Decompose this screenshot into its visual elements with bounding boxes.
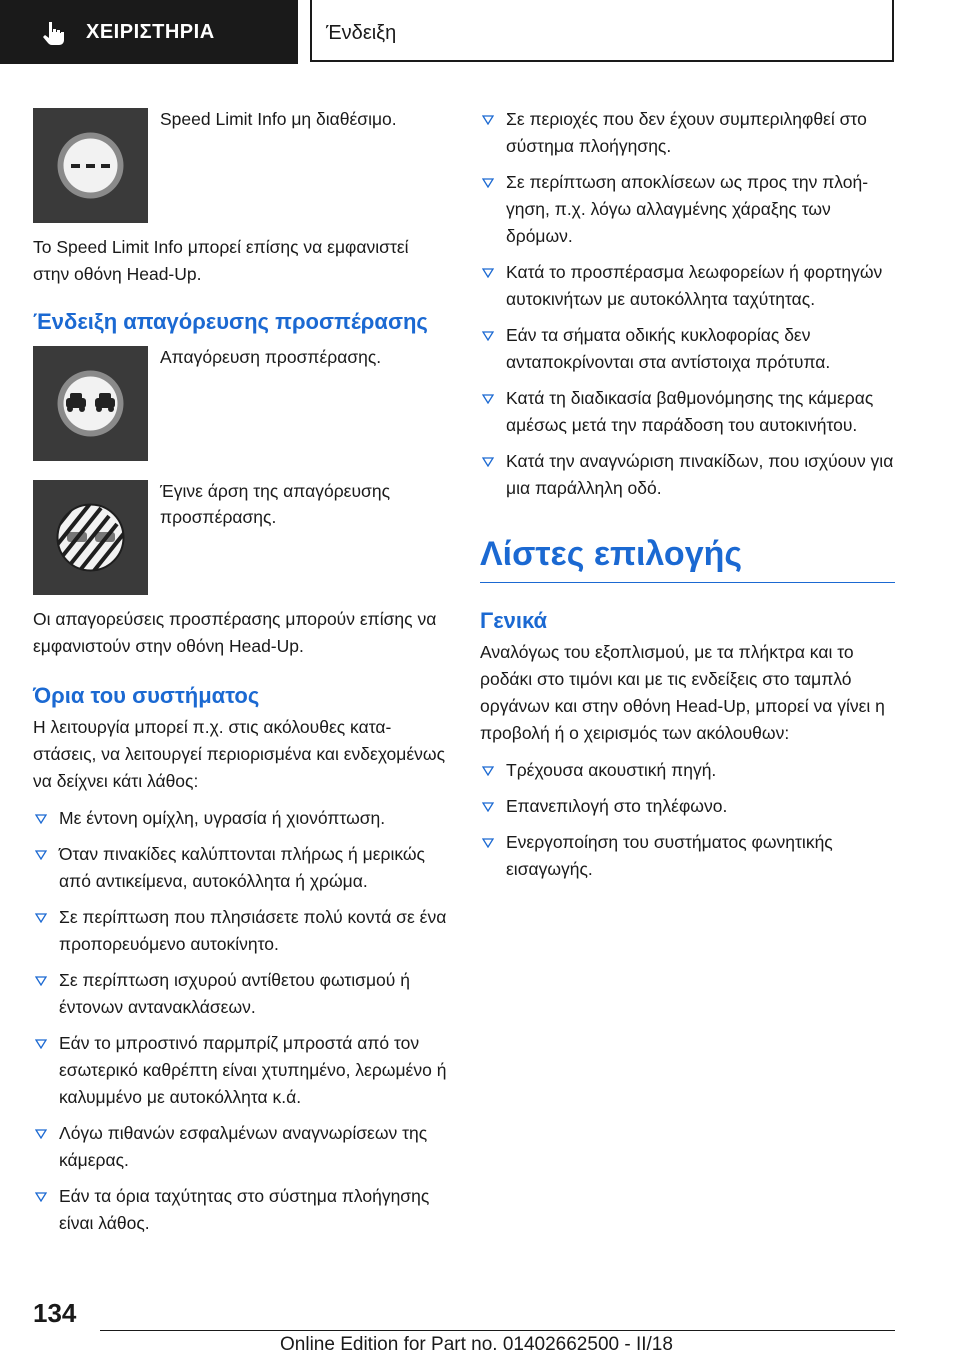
paragraph: Οι απαγορεύσεις προσπέρασης μπορούν επίσης να εμφανιστούν στην οθόνη Head-Up.: [33, 609, 437, 656]
triangle-bullet-icon: [482, 838, 494, 848]
paragraph: Αναλόγως του εξοπλισμού, με τα πλήκτρα και το ροδάκι στο τιμόνι και με τις ενδείξεις στο ταμπλό οργάνων και στην οθόνη Head-Up, μπορεί να γίνει η προβολή ή ο χειρισμός των ακόλουθων:: [480, 642, 885, 743]
limitations-list-continued: [480, 106, 895, 502]
end-of-no-overtaking-icon: [33, 480, 148, 595]
sign-caption: Speed Limit Info μη διαθέσιμο.: [160, 109, 397, 129]
breadcrumb: Ένδειξη: [326, 22, 397, 44]
triangle-bullet-icon: [482, 331, 494, 341]
sign-row-speed-limit-unavailable: [33, 100, 448, 220]
triangle-bullet-icon: [35, 976, 47, 986]
list-item: Εάν τα όρια ταχύτητας στο σύστημα πλοήγησης είναι λάθος.: [33, 1183, 448, 1237]
breadcrumb-tab[interactable]: [310, 0, 894, 62]
list-item: Σε περίπτωση που πλησιάσετε πολύ κοντά σε ένα προπορευόμενο αυτοκίνητο.: [33, 904, 448, 958]
triangle-bullet-icon: [482, 802, 494, 812]
right-column: [480, 106, 895, 892]
triangle-bullet-icon: [482, 268, 494, 278]
sign-caption: Έγινε άρση της απαγόρευσης προσπέρασης.: [160, 481, 391, 527]
list-item: Εάν τα σήματα οδικής κυκλοφορίας δεν ανταποκρίνονται στα αντίστοιχα πρότυπα.: [480, 322, 895, 376]
chapter-heading: Λίστες επιλογής: [480, 535, 743, 573]
list-item: Κατά την αναγνώριση πινακίδων, που ισχύουν για μια παράλληλη οδό.: [480, 448, 895, 502]
hand-pointer-icon: [40, 20, 66, 46]
section-tab[interactable]: [0, 0, 298, 64]
speed-limit-unavailable-icon: [33, 108, 148, 223]
left-column: [33, 100, 448, 1246]
triangle-bullet-icon: [482, 178, 494, 188]
paragraph: Η λειτουργία μπορεί π.χ. στις ακόλουθες καταστάσεις, να λειτουργεί περιορισμένα και ενδεχομένως να δείχνει κάτι λάθος:: [33, 717, 446, 791]
list-item: Σε περιοχές που δεν έχουν συμπεριληφθεί στο σύστημα πλοήγησης.: [480, 106, 895, 160]
list-item: Κατά τη διαδικασία βαθμονόμησης της κάμερας αμέσως μετά την παράδοση του αυτοκινήτου.: [480, 385, 895, 439]
page-number: 134: [33, 1298, 77, 1328]
paragraph: Το Speed Limit Info μπορεί επίσης να εμφανιστεί στην οθόνη Head-Up.: [33, 237, 409, 284]
triangle-bullet-icon: [35, 814, 47, 824]
list-item: Όταν πινακίδες καλύπτονται πλήρως ή μερικώς από αντικείμενα, αυτοκόλλητα ή χρώμα.: [33, 841, 448, 895]
footer-rule: [100, 1330, 895, 1331]
section-title: ΧΕΙΡΙΣΤΗΡΙΑ: [86, 21, 215, 43]
triangle-bullet-icon: [35, 1129, 47, 1139]
limitations-list: [33, 805, 448, 1237]
sign-caption: Απαγόρευση προσπέρασης.: [160, 347, 382, 367]
list-item: Σε περίπτωση αποκλίσεων ως προς την πλοήγηση, π.χ. λόγω αλλαγμένης χάραξης των δρόμων.: [480, 169, 895, 250]
triangle-bullet-icon: [35, 913, 47, 923]
heading-rule: [480, 582, 895, 583]
sign-row-end-no-overtaking: [33, 472, 448, 592]
selection-list: [480, 757, 895, 883]
triangle-bullet-icon: [35, 1192, 47, 1202]
no-overtaking-icon: [33, 346, 148, 461]
list-item: Λόγω πιθανών εσφαλμένων αναγνωρίσεων της κάμερας.: [33, 1120, 448, 1174]
list-item: Κατά το προσπέρασμα λεωφορείων ή φορτηγών αυτοκινήτων με αυτοκόλλητα ταχύτητας.: [480, 259, 895, 313]
section-heading: Ένδειξη απαγόρευσης προσπέρασης: [33, 309, 428, 334]
edition-note: Online Edition for Part no. 01402662500 - II/18: [280, 1334, 673, 1355]
triangle-bullet-icon: [482, 457, 494, 467]
triangle-bullet-icon: [482, 766, 494, 776]
triangle-bullet-icon: [35, 850, 47, 860]
section-heading: Γενικά: [480, 608, 548, 633]
list-item: Τρέχουσα ακουστική πηγή.: [480, 757, 895, 784]
list-item: Εάν το μπροστινό παρμπρίζ μπροστά από τον εσωτερικό καθρέπτη είναι χτυπημένο, λερωμένο ή καλυμμένο με αυτοκόλλητα κ.ά.: [33, 1030, 448, 1111]
triangle-bullet-icon: [35, 1039, 47, 1049]
page-header: [0, 0, 960, 66]
section-heading: Όρια του συστήματος: [33, 683, 260, 708]
sign-row-no-overtaking: [33, 338, 448, 458]
list-item: Ενεργοποίηση του συστήματος φωνητικής εισαγωγής.: [480, 829, 895, 883]
list-item: Επανεπιλογή στο τηλέφωνο.: [480, 793, 895, 820]
triangle-bullet-icon: [482, 394, 494, 404]
triangle-bullet-icon: [482, 115, 494, 125]
list-item: Σε περίπτωση ισχυρού αντίθετου φωτισμού ή έντονων αντανακλάσεων.: [33, 967, 448, 1021]
list-item: Με έντονη ομίχλη, υγρασία ή χιονόπτωση.: [33, 805, 448, 832]
